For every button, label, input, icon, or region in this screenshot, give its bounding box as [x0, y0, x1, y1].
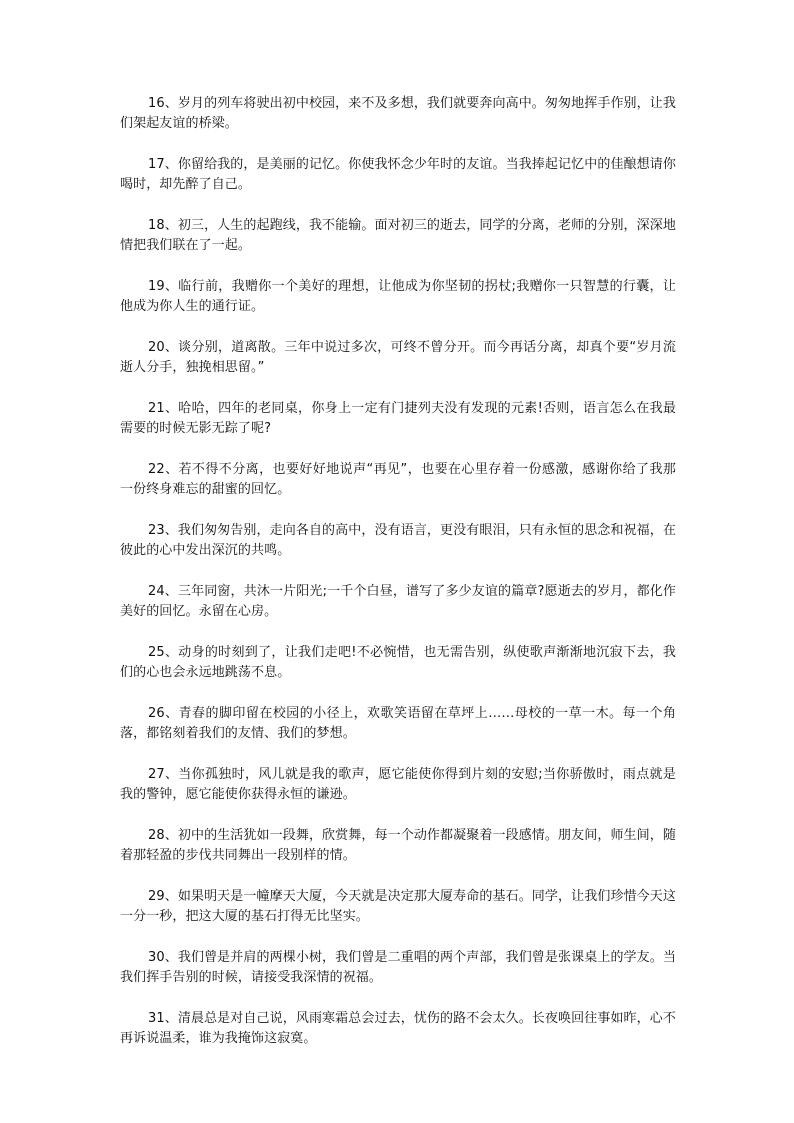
paragraph-26: 26、青春的脚印留在校园的小径上，欢歌笑语留在草坪上……母校的一草一木。每一个角落，都铭刻着我们的友情、我们的梦想。 [120, 706, 676, 741]
paragraph-30: 30、我们曾是并肩的两棵小树，我们曾是二重唱的两个声部，我们曾是张课桌上的学友。当我们挥手告别的时候，请接受我深情的祝福。 [120, 950, 676, 985]
paragraph-31: 31、清晨总是对自己说，风雨寒霜总会过去，忧伤的路不会太久。长夜唤回往事如昨，心不再诉说温柔，谁为我掩饰这寂寞。 [120, 1011, 676, 1046]
paragraph-28: 28、初中的生活犹如一段舞，欣赏舞，每一个动作都凝聚着一段感情。朋友间，师生间，随着那轻盈的步伐共同舞出一段别样的情。 [120, 828, 676, 863]
paragraph-21: 21、哈哈，四年的老同桌，你身上一定有门捷列夫没有发现的元素!否则，语言怎么在我最需要的时候无影无踪了呢? [120, 401, 676, 436]
paragraph-27: 27、当你孤独时，风儿就是我的歌声，愿它能使你得到片刻的安慰;当你骄傲时，雨点就是我的警钟，愿它能使你获得永恒的谦逊。 [120, 767, 676, 802]
paragraph-29: 29、如果明天是一幢摩天大厦，今天就是决定那大厦寿命的基石。同学，让我们珍惜今天这一分一秒，把这大厦的基石打得无比坚实。 [120, 889, 676, 924]
paragraph-23: 23、我们匆匆告别，走向各自的高中，没有语言，更没有眼泪，只有永恒的思念和祝福，在彼此的心中发出深沉的共鸣。 [120, 523, 676, 558]
paragraph-25: 25、动身的时刻到了，让我们走吧!不必惋惜，也无需告别，纵使歌声渐渐地沉寂下去，我们的心也会永远地跳荡不息。 [120, 645, 676, 680]
paragraph-16: 16、岁月的列车将驶出初中校园，来不及多想，我们就要奔向高中。匆匆地挥手作别，让我们架起友谊的桥梁。 [120, 96, 676, 131]
document-body [120, 94, 676, 1070]
paragraph-19: 19、临行前，我赠你一个美好的理想，让他成为你坚韧的拐杖;我赠你一只智慧的行囊，让他成为你人生的通行证。 [120, 279, 676, 314]
paragraph-20: 20、谈分别，道离散。三年中说过多次，可终不曾分开。而今再话分离，却真个要“岁月流逝人分手，独挽相思留。” [120, 340, 676, 375]
paragraph-22: 22、若不得不分离，也要好好地说声“再见”，也要在心里存着一份感激，感谢你给了我那一份终身难忘的甜蜜的回忆。 [120, 462, 676, 497]
paragraph-17: 17、你留给我的，是美丽的记忆。你使我怀念少年时的友谊。当我捧起记忆中的佳酿想请你喝时，却先醉了自己。 [120, 157, 676, 192]
paragraph-24: 24、三年同窗，共沐一片阳光;一千个白昼，谱写了多少友谊的篇章?愿逝去的岁月，都化作美好的回忆。永留在心房。 [120, 584, 676, 619]
paragraph-18: 18、初三，人生的起跑线，我不能输。面对初三的逝去，同学的分离，老师的分别，深深地情把我们联在了一起。 [120, 218, 676, 253]
